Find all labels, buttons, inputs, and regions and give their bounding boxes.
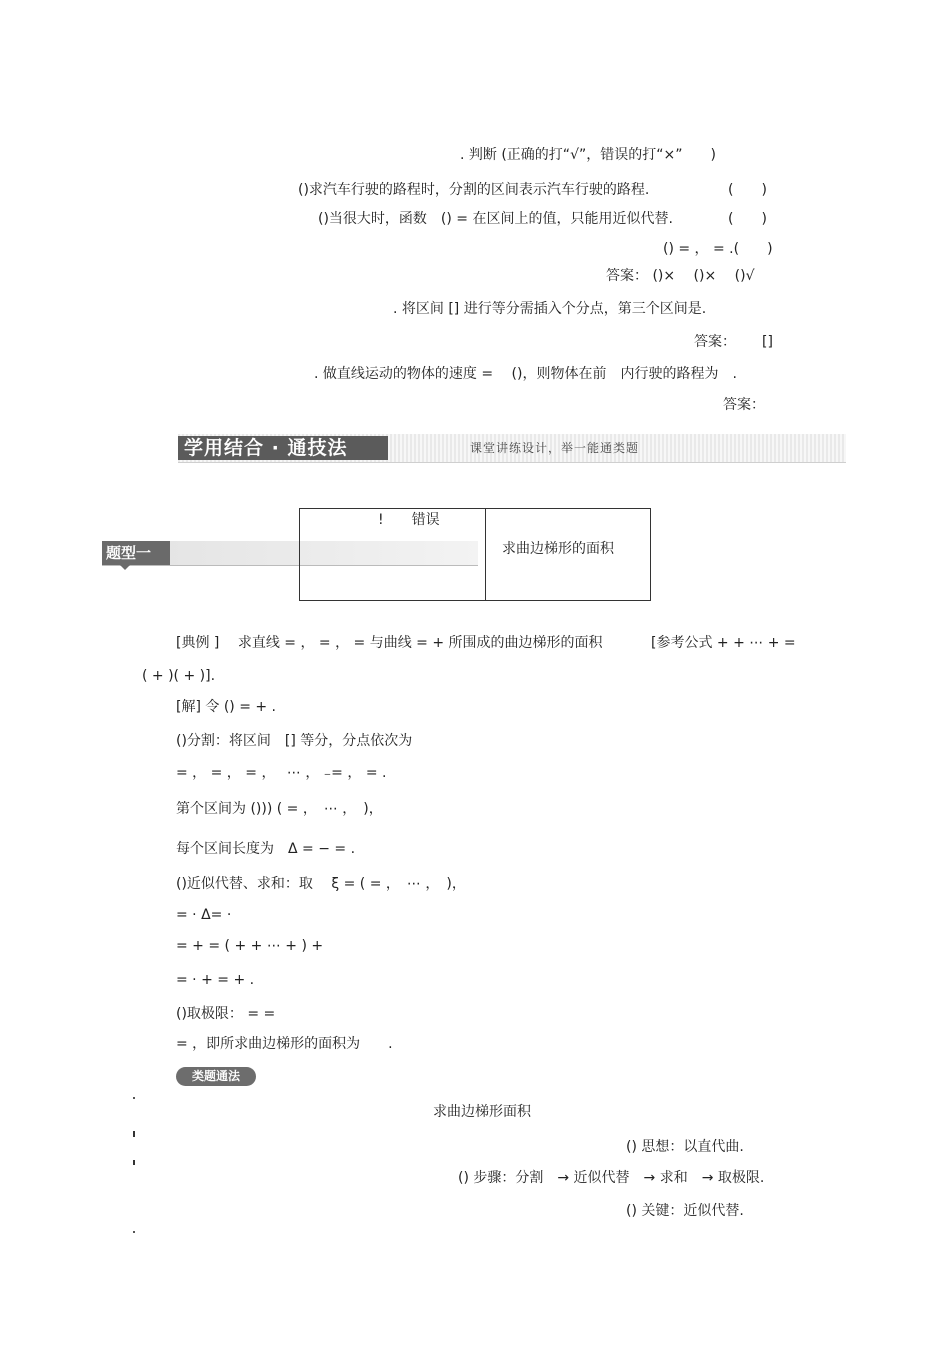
solution-step10: = ，即所求曲边梯形的面积为 . xyxy=(176,1036,393,1052)
solution-step6: = · Δ= · xyxy=(176,907,232,923)
solution-step9: ()取极限： = = xyxy=(176,1006,276,1022)
solution-head: [解] 令 () = + . xyxy=(176,699,277,715)
example-line2: ( + )( + )]. xyxy=(142,668,216,684)
judge-q2: ()当很大时，函数 () = 在区间上的值，只能用近似代替. xyxy=(318,211,673,227)
method-point1: () 思想：以直代曲. xyxy=(626,1139,744,1155)
interval-question: . 将区间 [] 进行等分需插入个分点，第三个区间是. xyxy=(393,301,707,317)
solution-step3: 第个区间为 ())) ( = ， ⋯ ， )， xyxy=(176,801,383,817)
judge-q3: () = ， = .( ) xyxy=(663,241,773,257)
error-box xyxy=(299,508,651,601)
tag-notch-icon xyxy=(120,565,130,570)
method-point3: () 关键：近似代替. xyxy=(626,1203,744,1219)
interval-answer-label: 答案： xyxy=(694,334,736,350)
margin-mark xyxy=(133,1160,135,1165)
solution-step5: ()近似代替、求和：取 ξ = ( = ， ⋯ ， )， xyxy=(176,876,466,892)
judge-q1-paren: ( ) xyxy=(728,182,767,198)
method-title: 求曲边梯形面积 xyxy=(433,1104,531,1120)
interval-answer-value: [] xyxy=(762,334,773,350)
method-point2: () 步骤：分割 → 近似代替 → 求和 → 取极限. xyxy=(458,1170,765,1186)
solution-step1: ()分割：将区间 [] 等分，分点依次为 xyxy=(176,733,413,749)
margin-dot xyxy=(133,1097,135,1099)
error-label: ! 错误 xyxy=(378,512,440,528)
example-line1: [典例 ] 求直线 = ， = ， = 与曲线 = + 所围成的曲边梯形的面积 xyxy=(176,635,603,651)
solution-step2: = ， = ， = ， ⋯ ， ₋= ， = . xyxy=(176,765,387,781)
solution-step7: = + = ( + + ⋯ + ) + xyxy=(176,938,324,954)
banner-subtitle: 课堂讲练设计，举一能通类题 xyxy=(470,441,640,455)
type-tag: 题型一 xyxy=(102,541,170,565)
banner-title: 学用结合 · 通技法 xyxy=(178,436,388,460)
judge-q2-paren: ( ) xyxy=(728,211,767,227)
judge-answer: 答案： ()× ()× ()√ xyxy=(606,268,755,284)
judge-q1: ()求汽车行驶的路程时，分割的区间表示汽车行驶的路程. xyxy=(298,182,650,198)
box-divider xyxy=(485,509,486,600)
example-formula: [参考公式 + + ⋯ + = xyxy=(651,635,796,651)
motion-answer-label: 答案： xyxy=(723,397,765,413)
margin-mark xyxy=(133,1131,135,1137)
method-pill: 类题通法 xyxy=(176,1067,256,1086)
error-box-topic: 求曲边梯形的面积 xyxy=(502,541,614,557)
section-banner xyxy=(178,434,846,463)
solution-step8: = · + = + . xyxy=(176,972,255,988)
solution-step4: 每个区间长度为 Δ = − = . xyxy=(176,841,356,857)
margin-dot xyxy=(133,1231,135,1233)
judge-heading: . 判断 (正确的打“√”，错误的打“×” ) xyxy=(460,147,716,163)
motion-question: . 做直线运动的物体的速度 = ()，则物体在前 内行驶的路程为 . xyxy=(314,366,737,382)
